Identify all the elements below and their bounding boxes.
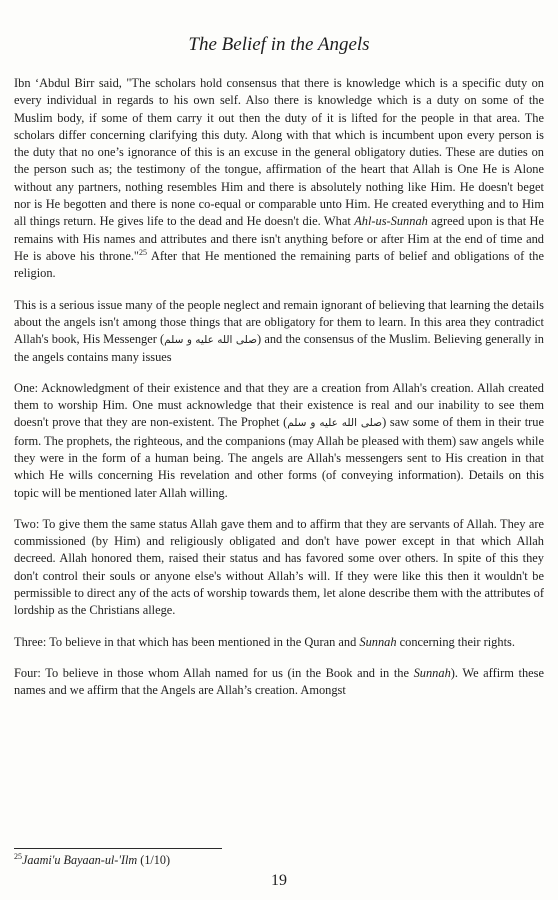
p1-text-a: Ibn ‘Abdul Birr said, "The scholars hold consensus that there is knowledge which is a specific duty on every individual in regards to his own self. Also there is knowledge which is a duty on some of the Muslim body, if some of them carry it out then the duty of it is lifted for the people in that area. The scholars differ concerning clarifying this duty. Along with that which is incumbent upon every person is the duty that no one’s ignorance of this is an excuse in the general obligatory duties. These are duties on the person such as; the testimony of the tongue, affirmation of the heart that Allah is One He is Alone without any partners, nothing resembles Him and there is absolutely nothing like Him. He doesn't beget nor is He begotten and there is none co-equal or comparable unto Him. He created everything and to Him all things return. He gives life to the dead and He doesn't die. What (14, 76, 544, 229)
p3-text-b: ) saw some of them in their true form. The prophets, the righteous, and the companions (may Allah be pleased with them) saw angels while they were in the form of a human being. The angels are Allah's messengers sent to His creation in that which He wills concerning His revelation and other forms (of conveying information). Details on this topic will be mentioned later Allah willing. (14, 415, 544, 500)
p1-italic-term: Ahl-us-Sunnah (354, 214, 428, 229)
paragraph-1 (14, 75, 544, 283)
p2-text-a: This is a serious issue many of the people neglect and remain ignorant of believing that learning the details about the angels isn't among those things that are obligatory for them to learn. In this area they contradict Allah's book, His Messenger ( (14, 297, 544, 347)
p5-text-c: concerning their rights. (396, 634, 515, 649)
footnote-ref: 25 (138, 247, 147, 257)
p5-italic-term: Sunnah (359, 634, 397, 649)
footnote-title: Jaami'u Bayaan-ul-'Ilm (22, 853, 138, 867)
p5-text-a: Three: To believe in that which has been mentioned in the Quran and (14, 634, 360, 649)
p1-text-c: agreed upon is that He remains with His names and attributes and there isn't anything before or after Him at the end of time and He is above his throne." (14, 214, 544, 263)
p2-text-b: ) and the consensus of the Muslim. Believing generally in the angels contains many issues (14, 332, 544, 365)
footnote-number: 25 (14, 851, 22, 861)
paragraph-6 (14, 665, 544, 700)
footnote-divider (14, 848, 222, 849)
p6-italic-term: Sunnah (413, 665, 451, 680)
arabic-salutation: صلى الله عليه و سلم (287, 417, 383, 430)
paragraph-3 (14, 380, 544, 502)
page-number: 19 (271, 872, 287, 889)
footnote (14, 853, 170, 868)
p1-text-d: After that He mentioned the remaining parts of belief and obligations of the religion. (14, 248, 544, 281)
p3-text-a: One: Acknowledgment of their existence and that they are a creation from Allah's creation. Allah created them to worship Him. One must acknowledge that their existence is real and our inability to see them doesn't prove that they are non-existent. The Prophet ( (14, 380, 544, 430)
p6-text-c: ). We affirm these names and we affirm that the Angels are Allah’s creation. Amongst (14, 665, 544, 698)
body-text (14, 75, 544, 714)
chapter-title: The Belief in the Angels (188, 34, 370, 55)
arabic-salutation: صلى الله عليه و سلم (164, 334, 258, 347)
p6-text-a: Four: To believe in those whom Allah named for us (in the Book and in the (14, 665, 414, 680)
footnote-reference: (1/10) (137, 853, 171, 867)
paragraph-5 (14, 634, 544, 651)
paragraph-4: Two: To give them the same status Allah gave them and to affirm that they are servants of Allah. They are commissioned (by Him) and religiously obligated and don't have power except in that which Allah decreed. Allah honored them, raised their status and has favored some over others. In spite of this they don't control their souls or anyone else's without Allah’s will. If they were like this then it wouldn't be permissible to direct any of the acts of worship towards them, let alone describe them with the attributes of lordship as the Christians allege. (14, 516, 544, 618)
paragraph-2 (14, 297, 544, 367)
